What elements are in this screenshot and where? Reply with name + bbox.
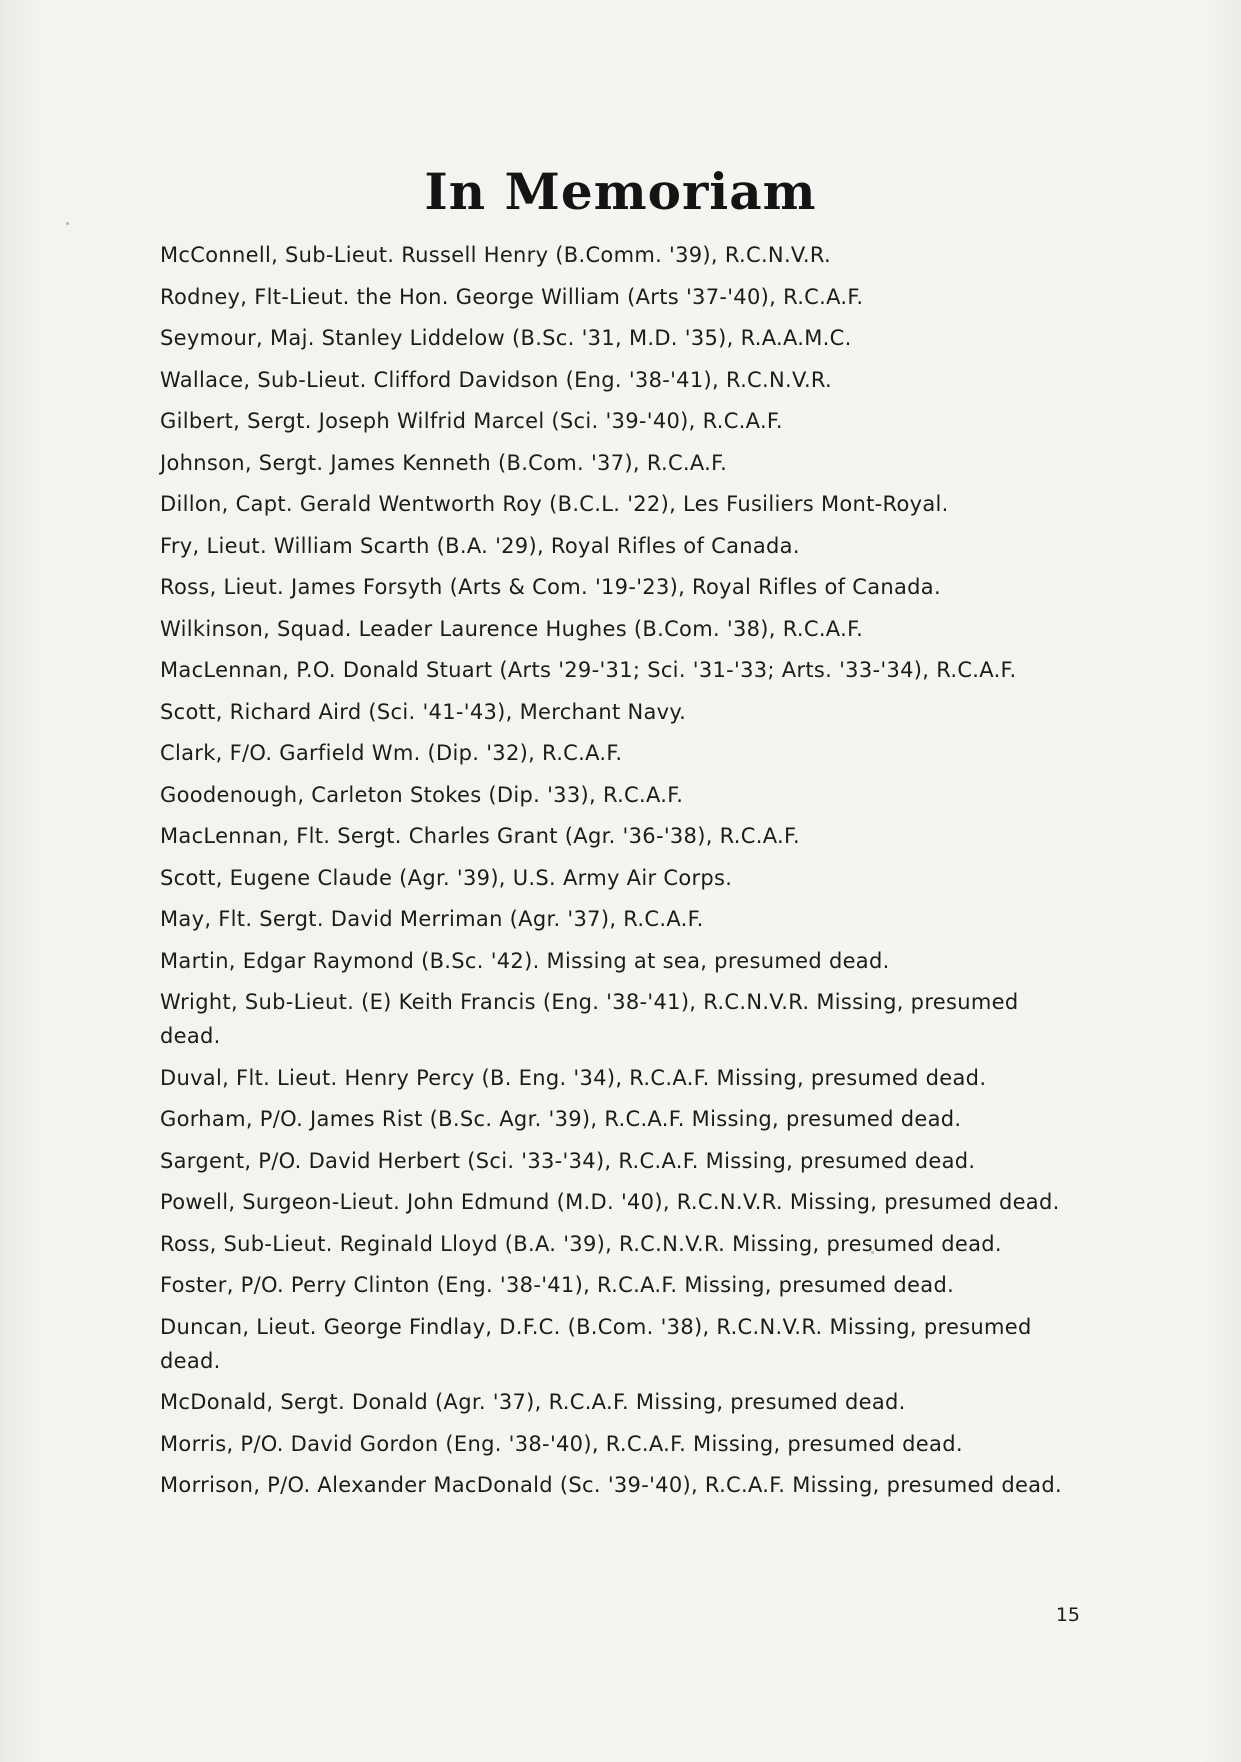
- list-item: Powell, Surgeon-Lieut. John Edmund (M.D. '40), R.C.N.V.R. Missing, presumed dead.: [160, 1190, 1060, 1214]
- page-number: 15: [1055, 1604, 1080, 1626]
- list-item: Ross, Sub-Lieut. Reginald Lloyd (B.A. '39), R.C.N.V.R. Missing, presumed dead.: [160, 1231, 1002, 1256]
- list-item: Wallace, Sub-Lieut. Clifford Davidson (Eng. '38-'41), R.C.N.V.R.: [160, 367, 833, 392]
- list-item: Goodenough, Carleton Stokes (Dip. '33), R.C.A.F.: [160, 782, 684, 807]
- memoriam-list: [160, 238, 1075, 1510]
- list-item: Clark, F/O. Garfield Wm. (Dip. '32), R.C.A.F.: [160, 741, 623, 765]
- list-item: Fry, Lieut. William Scarth (B.A. '29), Royal Rifles of Canada.: [160, 533, 800, 558]
- list-item: MacLennan, P.O. Donald Stuart (Arts '29-'31; Sci. '31-'33; Arts. '33-'34), R.C.A.F.: [160, 658, 1017, 682]
- list-item: Morrison, P/O. Alexander MacDonald (Sc. '39-'40), R.C.A.F. Missing, presumed dead.: [160, 1473, 1062, 1497]
- list-item: McConnell, Sub-Lieut. Russell Henry (B.Comm. '39), R.C.N.V.R.: [160, 243, 831, 267]
- list-item: May, Flt. Sergt. David Merriman (Agr. '37), R.C.A.F.: [160, 907, 704, 931]
- list-item: Scott, Eugene Claude (Agr. '39), U.S. Army Air Corps.: [160, 865, 733, 890]
- list-item: McDonald, Sergt. Donald (Agr. '37), R.C.A.F. Missing, presumed dead.: [160, 1390, 906, 1414]
- list-item: Duval, Flt. Lieut. Henry Percy (B. Eng. '34), R.C.A.F. Missing, presumed dead.: [160, 1065, 987, 1090]
- list-item: Wright, Sub-Lieut. (E) Keith Francis (Eng. '38-'41), R.C.N.V.R. Missing, presumed dead.: [160, 990, 1019, 1048]
- list-item: Dillon, Capt. Gerald Wentworth Roy (B.C.L. '22), Les Fusiliers Mont-Royal.: [160, 492, 949, 516]
- list-item: MacLennan, Flt. Sergt. Charles Grant (Agr. '36-'38), R.C.A.F.: [160, 824, 800, 848]
- list-item: Foster, P/O. Perry Clinton (Eng. '38-'41), R.C.A.F. Missing, presumed dead.: [160, 1273, 955, 1297]
- list-item: Morris, P/O. David Gordon (Eng. '38-'40), R.C.A.F. Missing, presumed dead.: [160, 1431, 963, 1456]
- list-item: Ross, Lieut. James Forsyth (Arts & Com. '19-'23), Royal Rifles of Canada.: [160, 575, 941, 599]
- list-item: Duncan, Lieut. George Findlay, D.F.C. (B.Com. '38), R.C.N.V.R. Missing, presumed dead.: [160, 1314, 1032, 1373]
- list-item: Seymour, Maj. Stanley Liddelow (B.Sc. '31, M.D. '35), R.A.A.M.C.: [160, 326, 852, 350]
- list-item: Wilkinson, Squad. Leader Laurence Hughes (B.Com. '38), R.C.A.F.: [160, 616, 864, 641]
- list-item: Gorham, P/O. James Rist (B.Sc. Agr. '39), R.C.A.F. Missing, presumed dead.: [160, 1107, 962, 1131]
- list-item: Gilbert, Sergt. Joseph Wilfrid Marcel (Sci. '39-'40), R.C.A.F.: [160, 409, 783, 433]
- list-item: Sargent, P/O. David Herbert (Sci. '33-'34), R.C.A.F. Missing, presumed dead.: [160, 1148, 976, 1173]
- list-item: Scott, Richard Aird (Sci. '41-'43), Merchant Navy.: [160, 699, 687, 724]
- list-item: Johnson, Sergt. James Kenneth (B.Com. '37), R.C.A.F.: [160, 450, 728, 475]
- paper-speck: [66, 222, 69, 225]
- page-title: In Memoriam: [424, 161, 817, 221]
- list-item: Martin, Edgar Raymond (B.Sc. '42). Missing at sea, presumed dead.: [160, 948, 890, 973]
- list-item: Rodney, Flt-Lieut. the Hon. George William (Arts '37-'40), R.C.A.F.: [160, 284, 864, 309]
